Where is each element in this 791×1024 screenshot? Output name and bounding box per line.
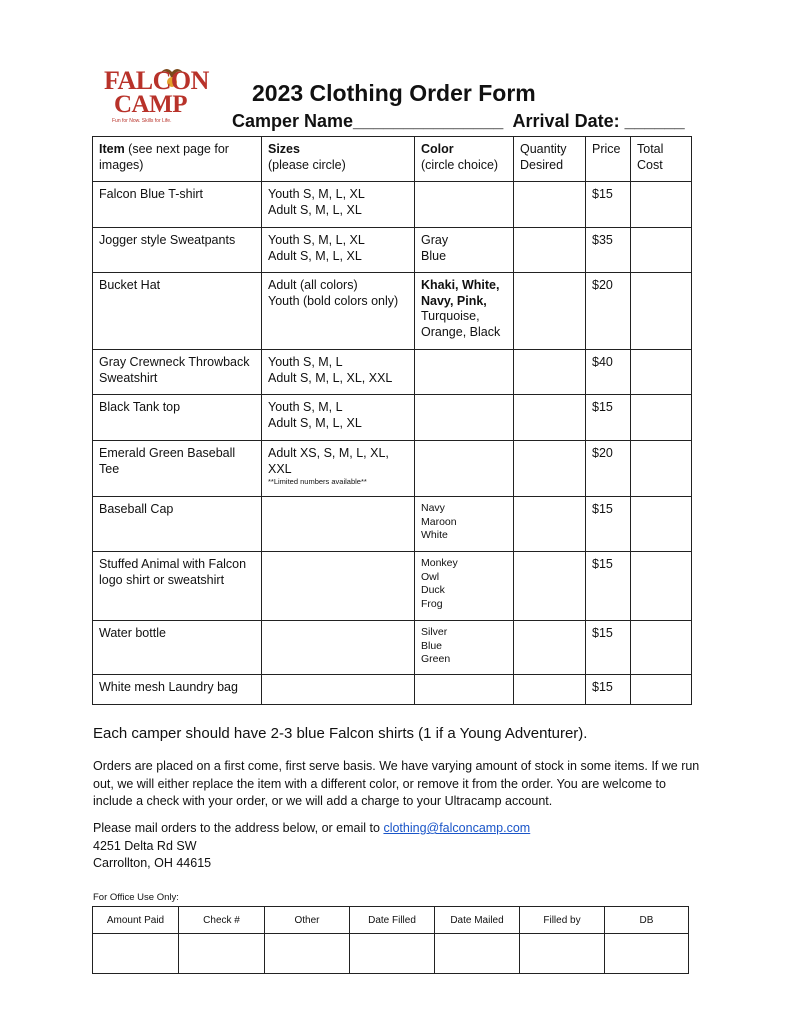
total-cost-cell[interactable]	[631, 273, 692, 350]
price-cell: $15	[586, 182, 631, 228]
quantity-cell[interactable]	[514, 497, 586, 552]
total-cost-cell[interactable]	[631, 350, 692, 395]
price-cell: $15	[586, 552, 631, 621]
office-cell-filled-by[interactable]	[520, 934, 605, 974]
price-cell: $15	[586, 621, 631, 675]
quantity-cell[interactable]	[514, 675, 586, 705]
sizes-cell[interactable]: Youth S, M, L, XL Adult S, M, L, XL	[262, 228, 415, 273]
quantity-cell[interactable]	[514, 552, 586, 621]
total-cost-cell[interactable]	[631, 182, 692, 228]
table-row	[93, 621, 692, 675]
mail-instructions: Please mail orders to the address below, or email to clothing@falconcamp.com 4251 Delta Rd SW Carrollton, OH 44615	[93, 821, 531, 870]
logo-tagline: Fun for Now. Skills for Life.	[112, 118, 172, 124]
header-item: Item (see next page for images)	[93, 137, 262, 182]
sizes-cell[interactable]	[262, 621, 415, 675]
sizes-cell[interactable]: Adult (all colors) Youth (bold colors only)	[262, 273, 415, 350]
limited-numbers-note: **Limited numbers available**	[268, 477, 367, 486]
quantity-cell[interactable]	[514, 228, 586, 273]
office-use-table	[92, 906, 689, 974]
item-cell: Falcon Blue T-shirt	[93, 182, 262, 228]
sizes-cell[interactable]: Adult XS, S, M, L, XL, XXL **Limited numbers available**	[262, 441, 415, 497]
office-cell-db[interactable]	[605, 934, 689, 974]
total-cost-cell[interactable]	[631, 441, 692, 497]
office-header-check-number: Check #	[179, 907, 265, 934]
item-cell: Emerald Green Baseball Tee	[93, 441, 262, 497]
sizes-cell[interactable]: Youth S, M, L Adult S, M, L, XL	[262, 395, 415, 441]
sizes-cell[interactable]	[262, 552, 415, 621]
color-cell[interactable]	[415, 441, 514, 497]
table-row	[93, 497, 692, 552]
total-cost-cell[interactable]	[631, 497, 692, 552]
page-title: 2023 Clothing Order Form	[252, 80, 536, 106]
office-header-row	[93, 907, 689, 934]
email-link[interactable]: clothing@falconcamp.com	[383, 821, 531, 835]
office-entry-row	[93, 934, 689, 974]
quantity-cell[interactable]	[514, 182, 586, 228]
header-quantity: Quantity Desired	[514, 137, 586, 182]
address-street: 4251 Delta Rd SW	[93, 838, 197, 853]
orders-policy-note: Orders are placed on a first come, first serve basis. We have varying amount of stock in some items. If we run out, we will either replace the item with a different color, or remove it from the order. You are welcome to include a check with your order, or we will add a charge to your Ultracamp account.	[93, 759, 700, 808]
shirts-note: Each camper should have 2-3 blue Falcon shirts (1 if a Young Adventurer).	[93, 725, 588, 742]
table-row	[93, 395, 692, 441]
office-cell-check-number[interactable]	[179, 934, 265, 974]
price-cell: $40	[586, 350, 631, 395]
item-cell: Baseball Cap	[93, 497, 262, 552]
quantity-cell[interactable]	[514, 395, 586, 441]
falcon-camp-logo	[104, 66, 209, 128]
price-cell: $20	[586, 441, 631, 497]
table-row	[93, 675, 692, 705]
sizes-cell[interactable]: Youth S, M, L, XL Adult S, M, L, XL	[262, 182, 415, 228]
office-header-other: Other	[265, 907, 350, 934]
price-cell: $20	[586, 273, 631, 350]
sizes-cell[interactable]	[262, 497, 415, 552]
address-city: Carrollton, OH 44615	[93, 856, 212, 870]
total-cost-cell[interactable]	[631, 552, 692, 621]
office-cell-amount-paid[interactable]	[93, 934, 179, 974]
office-header-date-filled: Date Filled	[350, 907, 435, 934]
price-cell: $15	[586, 675, 631, 705]
table-row	[93, 182, 692, 228]
item-cell: Black Tank top	[93, 395, 262, 441]
color-cell[interactable]: Gray Blue	[415, 228, 514, 273]
item-cell: Bucket Hat	[93, 273, 262, 350]
quantity-cell[interactable]	[514, 273, 586, 350]
camper-arrival-line: Camper Name_______________ Arrival Date: ______	[232, 111, 685, 131]
color-cell[interactable]	[415, 350, 514, 395]
office-header-db: DB	[605, 907, 689, 934]
office-header-filled-by: Filled by	[520, 907, 605, 934]
quantity-cell[interactable]	[514, 621, 586, 675]
office-cell-date-filled[interactable]	[350, 934, 435, 974]
quantity-cell[interactable]	[514, 441, 586, 497]
office-use-label: For Office Use Only:	[93, 892, 179, 903]
office-header-date-mailed: Date Mailed	[435, 907, 520, 934]
price-cell: $15	[586, 395, 631, 441]
office-cell-other[interactable]	[265, 934, 350, 974]
logo-word-camp: CAMP	[114, 91, 187, 118]
table-row	[93, 273, 692, 350]
total-cost-cell[interactable]	[631, 228, 692, 273]
color-cell[interactable]: Silver Blue Green	[415, 621, 514, 675]
total-cost-cell[interactable]	[631, 675, 692, 705]
item-cell: Gray Crewneck Throwback Sweatshirt	[93, 350, 262, 395]
header-color: Color (circle choice)	[415, 137, 514, 182]
header-total-cost: Total Cost	[631, 137, 692, 182]
order-table-header	[93, 137, 692, 182]
color-cell[interactable]	[415, 675, 514, 705]
item-cell: Jogger style Sweatpants	[93, 228, 262, 273]
color-cell[interactable]	[415, 182, 514, 228]
color-cell[interactable]: Navy Maroon White	[415, 497, 514, 552]
color-cell[interactable]	[415, 395, 514, 441]
table-row	[93, 228, 692, 273]
color-cell[interactable]: Khaki, White, Navy, Pink, Turquoise, Orange, Black	[415, 273, 514, 350]
sizes-cell[interactable]: Youth S, M, L Adult S, M, L, XL, XXL	[262, 350, 415, 395]
logo-word-falcon: FALCON	[104, 66, 209, 95]
color-cell[interactable]: Monkey Owl Duck Frog	[415, 552, 514, 621]
header-price: Price	[586, 137, 631, 182]
total-cost-cell[interactable]	[631, 395, 692, 441]
office-header-amount-paid: Amount Paid	[93, 907, 179, 934]
total-cost-cell[interactable]	[631, 621, 692, 675]
item-cell: Water bottle	[93, 621, 262, 675]
table-row	[93, 350, 692, 395]
price-cell: $35	[586, 228, 631, 273]
table-row	[93, 552, 692, 621]
table-row	[93, 441, 692, 497]
item-cell: White mesh Laundry bag	[93, 675, 262, 705]
item-cell: Stuffed Animal with Falcon logo shirt or sweatshirt	[93, 552, 262, 621]
office-cell-date-mailed[interactable]	[435, 934, 520, 974]
order-table	[92, 136, 692, 705]
header-sizes: Sizes (please circle)	[262, 137, 415, 182]
quantity-cell[interactable]	[514, 350, 586, 395]
sizes-cell[interactable]	[262, 675, 415, 705]
price-cell: $15	[586, 497, 631, 552]
